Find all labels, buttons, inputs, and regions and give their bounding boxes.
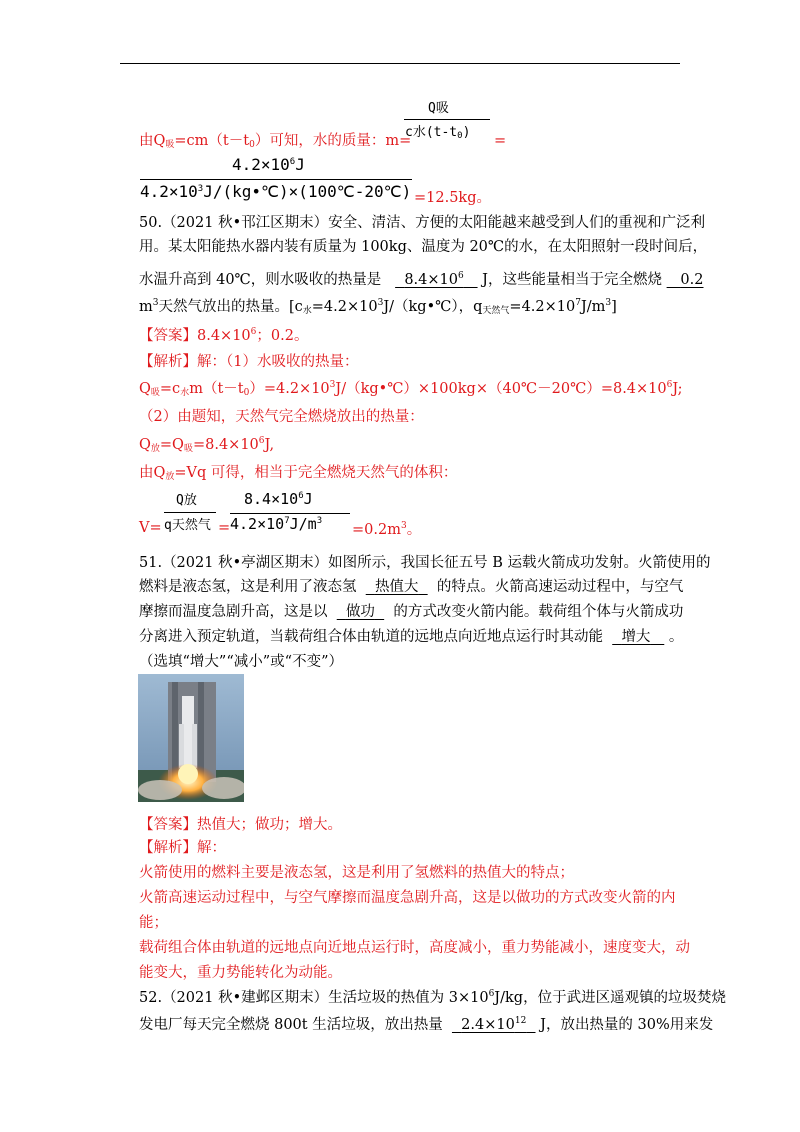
q51-expl2b: 能； — [139, 915, 168, 931]
fraction-denominator: c水$(t-t_0)$ — [405, 125, 471, 141]
q51-blank2: 做功 — [345, 604, 375, 620]
q52-blank1: 2.4×10 — [461, 1017, 515, 1033]
q52-line2: 发电厂每天完全燃烧 800t 生活垃圾，放出热量 $2.4\times 10^{12}$ J，放出热量的 30%用来发 — [139, 1016, 714, 1033]
q50-q-release: $Q_放=Q_吸=8.4\times 10^6J$, — [139, 436, 275, 454]
q51-expl1: 火箭使用的燃料主要是液态氢，这是利用了氢燃料的热值大的特点； — [139, 865, 574, 881]
q50-line3: 水温升高到 40℃，则水吸收的热量是 $8.4\times 10^6$ J，这些能量相当于完全燃烧 0.2 — [139, 271, 704, 288]
q50-calc: $Q_吸=c_水m(t-t_0)=4.2\times 10^3J/(kg•℃)\times 100kg\times(40℃-20℃)=8.4\times 10^6J$; — [139, 380, 683, 398]
q50-line2: 用。某太阳能热水器内装有质量为 100kg、温度为 20℃的水，在太阳照射一段时间后， — [139, 239, 708, 255]
v-frac1-den: q天然气 — [164, 518, 211, 533]
v-frac1-num: Q放 — [176, 493, 197, 508]
q51-line1: 51.（2021 秋•亭湖区期末）如图所示，我国长征五号 B 运载火箭成功发射。火箭使用的 — [139, 555, 711, 571]
q50-line4: $m^3$天然气放出的热量。[$c_水=4.2\times 10^3J/(kg•℃)$，$q_{天然气}=4.2\times 10^7J/m^3$] — [139, 298, 617, 316]
q52-line1: 52.（2021 秋•建邺区期末）生活垃圾的热值为 $3\times 10^6J/kg$，位于武进区遥观镇的垃圾焚烧 — [139, 989, 727, 1006]
q51-line4: 分离进入预定轨道，当载荷组合体由轨道的远地点向近地点运行时其动能 增大 。 — [139, 629, 684, 645]
q51-line2: 燃料是液态氢，这是利用了液态氢 热值大 的特点。火箭高速运动过程中，与空气 — [139, 579, 684, 595]
q50-answer: 【答案】$8.4\times 10^6$；0.2。 — [139, 327, 309, 344]
big-fraction-result: =12.5kg。 — [414, 190, 492, 206]
q50-line1: 50.（2021 秋•邗江区期末）安全、清洁、方便的太阳能越来越受到人们的重视和广泛利 — [139, 215, 706, 231]
q51-blank1: 热值大 — [374, 579, 419, 595]
v-frac2-bar — [230, 513, 350, 514]
q51-blank3: 增大 — [621, 629, 651, 645]
v-frac2-den: $4.2\times 10^7J/m^3$ — [230, 515, 323, 533]
q51-expl2a: 火箭高速运动过程中，与空气摩擦而温度急剧升高，这是以做功的方式改变火箭的内 — [139, 890, 676, 906]
q50-blank1: 8.4×10 — [404, 272, 458, 288]
equals-sign: = — [494, 133, 507, 149]
v-label: V= — [139, 520, 162, 536]
v-frac1-bar — [164, 512, 216, 513]
formula-lead: 由$Q_吸=cm(t-t_0)$可知，水的质量：m= — [139, 133, 412, 150]
q50-step2: （2）由题知，天然气完全燃烧放出的热量： — [139, 409, 424, 425]
fraction-bar — [404, 119, 490, 120]
big-fraction-numerator: $4.2\times 10^6J$ — [232, 155, 305, 174]
v-frac2-num: $8.4\times 10^6J$ — [244, 490, 313, 508]
header-rule — [120, 63, 680, 64]
v-equals: = — [218, 520, 231, 536]
q51-expl3b: 能变大，重力势能转化为动能。 — [139, 965, 342, 981]
q50-blank2: 0.2 — [680, 272, 704, 288]
rocket-launch-illustration — [138, 674, 244, 802]
fraction-numerator: Q吸 — [428, 101, 449, 116]
q51-line5: （选填“增大”“减小”或“不变”） — [139, 654, 343, 670]
big-fraction-denominator: $4.2\times 10^3J/(kg•℃)\times(100℃-20℃)$ — [140, 182, 412, 201]
q51-analysis: 【解析】解： — [139, 840, 226, 856]
q51-line3: 摩擦而温度急剧升高，这是以 做功 的方式改变火箭内能。载荷组个体与火箭成功 — [139, 604, 684, 620]
q50-analysis: 【解析】解：（1）水吸收的热量： — [139, 354, 359, 370]
q51-expl3a: 载荷组合体由轨道的远地点向近地点运行时，高度减小，重力势能减小，速度变大，动 — [139, 940, 690, 956]
q50-volume-intro: 由$Q_放=Vq$ 可得，相当于完全燃烧天然气的体积： — [139, 465, 458, 482]
q51-answer: 【答案】热值大；做功；增大。 — [139, 817, 342, 833]
big-fraction-bar — [140, 179, 412, 180]
rocket-launch-image — [138, 674, 244, 802]
v-result: $=0.2m^3$。 — [352, 521, 422, 538]
